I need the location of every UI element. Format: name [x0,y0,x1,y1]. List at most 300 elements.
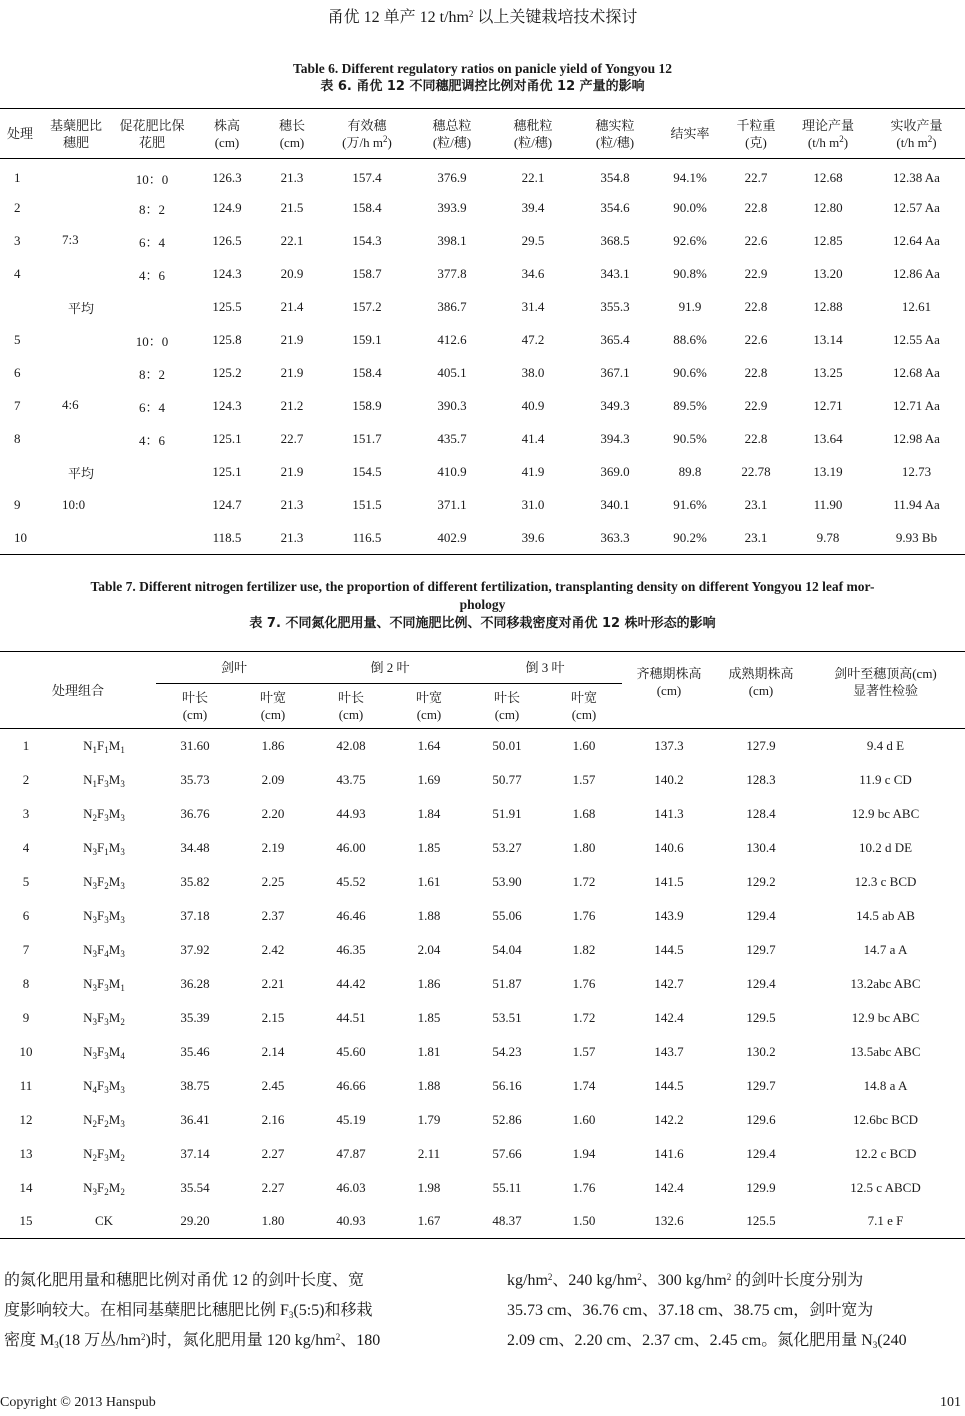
table7-cell: 141.6 [654,1145,684,1161]
table7-cell: 2.25 [261,873,285,889]
table7-cell: 35.39 [180,1009,210,1025]
combo-code: $N_3F_3M_2$ [83,1009,125,1027]
header-unit: (cm) [279,134,305,150]
table7-cell: 143.7 [654,1043,684,1059]
table7-cell: 56.16 [492,1077,522,1093]
table6-cell: 12.38 Aa [893,170,940,186]
subscript: 1 [92,744,98,755]
table6-cell: 12.98 Aa [893,431,940,446]
table6-cell: 13.20 [813,266,843,281]
superscript: 2 [927,133,933,144]
subscript: 4 [120,1050,125,1061]
table6-cell: 158.4 [352,365,382,380]
header-unit: (粒/穗) [595,134,635,150]
subscript: 3 [104,1084,109,1095]
table7-cell: 43.75 [336,771,366,787]
table6-cell: 354.6 [600,200,630,215]
table7-cell: 12.5 c ABCD [850,1179,921,1195]
table6-cell: 22.8 [744,431,768,446]
table6-cell: 12.80 [813,200,843,215]
header-label: 叶长 [493,690,520,705]
table7-cell: 129.7 [746,941,776,957]
table7-cell: 2.19 [261,839,285,855]
table7-cell: 129.5 [746,1009,776,1025]
table7-cell: 1.60 [572,737,596,753]
text-span: 度影响较大。在相同基蘖肥比穗肥比例 F [4,1302,289,1319]
subscript: 4 [104,948,109,959]
table6-cell: 20.9 [280,266,304,281]
header-unit: (cm) [748,682,774,698]
table7-caption-en: Table 7. Different nitrogen fertilizer use, the proportion of different fertilization, transplanting density on different Yongyou 12 leaf mor- [90,579,875,594]
table7-cell: 1.76 [572,907,596,923]
combo-code: $N_4F_3M_3$ [83,1077,125,1095]
panicle-ratio [112,489,192,522]
table6-cell: 31.4 [521,299,545,314]
treatment-id: 1 [14,170,21,186]
table6-cell: 90.5% [673,431,707,446]
subscript: 3 [104,778,109,789]
text-span: kg/hm [507,1272,548,1289]
table6-cell: 39.4 [521,200,545,215]
subscript: 3 [92,846,98,857]
text-span: (240 [877,1332,907,1349]
header-label: 基蘖肥比 [49,117,102,133]
subscript: 3 [872,1340,878,1350]
table6-cell: 90.0% [673,200,707,215]
table7-cell: 142.2 [654,1111,684,1127]
text-span: 密度 M [4,1332,55,1349]
table7-cell: 57.66 [492,1145,522,1161]
table7-cell: 1.68 [572,805,596,821]
subscript: 2 [120,1016,125,1027]
table7-cell: 55.06 [492,907,522,923]
table7-row [0,1205,965,1239]
subscript: 2 [104,1118,109,1129]
table7-cell: 1.69 [417,771,441,787]
table7-cell: 2.27 [261,1145,285,1161]
panicle-ratio: 8：2 [138,201,165,217]
header-label: 齐穗期株高 [636,665,702,681]
table7-cell: 1.74 [572,1077,596,1093]
table7-cell: 1.61 [417,873,441,889]
table6-cell: 90.2% [656,522,724,555]
combo-code: $N_3F_3M_1$ [83,975,125,993]
superscript: 2 [726,1272,732,1282]
subscript: 3 [104,1050,109,1061]
table6-header-row [0,109,965,159]
subscript: 2 [92,1152,98,1163]
table7-cell: 37.14 [180,1145,210,1161]
combo-code: $N_1F_3M_3$ [83,771,125,789]
treatment-id: 4 [14,266,21,281]
header-unit: (粒/穗) [432,134,472,150]
combo-id: 12 [19,1111,33,1127]
table6-cell: 157.2 [352,299,382,314]
combo-code: $N_2F_3M_3$ [83,805,125,823]
combo-id: 4 [22,839,30,855]
subscript: 3 [104,982,109,993]
combo-code: $N_3F_2M_2$ [83,1179,125,1197]
table7-cell: 12.9 bc ABC [851,805,920,821]
header-unit: (cm) [338,707,364,722]
treatment-id: 9 [14,497,21,512]
table6-cell: 23.1 [744,497,768,512]
table7-cell: 46.66 [336,1077,366,1093]
table6-cell: 22.1 [521,170,545,186]
table6-cell: 371.1 [437,497,467,512]
table6-average-row [0,291,965,324]
table6-cell: 21.9 [280,332,304,347]
table6-cell: 394.3 [600,431,630,446]
subscript: 2 [120,1186,125,1197]
table6-column-header [656,109,724,159]
table6-cell: 151.7 [352,431,382,446]
table6-cell: 22.6 [744,233,768,248]
body-line [507,1266,965,1296]
table6-cell: 12.55 Aa [893,332,940,347]
table6-cell: 39.6 [492,522,574,555]
subscript: 3 [120,1118,125,1129]
text-span: (18 万丛/hm [58,1332,141,1349]
subscript: 3 [104,1152,109,1163]
header-unit: (cm) [416,707,442,722]
table6-cell: 21.4 [280,299,304,314]
table7-row [0,1001,965,1035]
table7-cell: 53.51 [492,1009,522,1025]
table7-cell: 13.5abc ABC [850,1043,921,1059]
table7-cell: 50.77 [492,771,522,787]
table6-cell: 151.5 [352,497,382,512]
group-ratio: 7:3 [62,231,79,247]
table6-cell: 116.5 [322,522,412,555]
table6-column-header [112,109,192,159]
table7-row [0,797,965,831]
table7-cell: 2.21 [261,975,285,991]
table7-cell: 132.6 [622,1205,716,1239]
panicle-ratio: 6：4 [138,234,165,250]
superscript: 2 [839,133,844,144]
table6-cell: 124.9 [212,200,242,215]
table6-cell: 9.93 Bb [868,522,965,555]
body-text-left-column [4,1266,462,1356]
table6-cell: 9.78 [788,522,868,555]
table7-cell: 129.7 [746,1077,776,1093]
table7-cell: 2.11 [417,1145,441,1161]
combo-code: $N_3F_3M_4$ [83,1043,125,1061]
table7-cell: 1.86 [417,975,441,991]
header-label: 千粒重 [736,117,776,133]
table6-cell: 386.7 [437,299,467,314]
table6-cell: 349.3 [600,398,630,413]
treatment-id: 5 [14,332,21,347]
combo-id: 1 [22,737,30,753]
table7-cell: 142.4 [654,1009,684,1025]
header-unit: 穗肥 [62,134,89,150]
text-span: 、180 [340,1332,381,1349]
table7-cell: 1.76 [572,975,596,991]
header-unit: (cm) [494,707,520,722]
table6-column-header [0,109,40,159]
table7-cell: 45.60 [336,1043,366,1059]
table7-cell: 51.87 [492,975,522,991]
treatment-id: 3 [14,233,21,248]
table7-cell: 137.3 [654,737,684,753]
subscript: 1 [120,982,125,993]
table7-cell: 141.3 [654,805,684,821]
table6-cell: 21.9 [280,365,304,380]
table7-cell: 128.4 [746,805,776,821]
table6-cell: 125.1 [212,464,242,479]
table7-row [0,1171,965,1205]
header-leaf-width [234,684,312,729]
table7-header-row-1 [0,652,965,684]
subscript: 3 [120,914,125,925]
subscript: 1 [92,778,98,789]
combo-id: 5 [22,873,30,889]
header-leaf-2: 倒 2 叶 [312,652,468,684]
table7-cell: 1.60 [572,1111,596,1127]
table7-cell: 36.76 [180,805,210,821]
table6-cell: 124.7 [212,497,242,512]
header-label: 结实率 [670,126,710,141]
table6-cell: 410.9 [437,464,467,479]
combo-id: 9 [22,1009,30,1025]
table6-cell: 402.9 [412,522,492,555]
subscript: 3 [120,1084,125,1095]
subscript: 2 [92,812,98,823]
subscript: 3 [104,812,109,823]
header-unit: (t/h m [896,134,928,150]
average-label: 平均 [67,465,94,481]
table6-cell: 125.1 [212,431,242,446]
combo-id: 10 [19,1043,33,1059]
header-leaf-length [312,684,390,729]
table7-cell: 1.80 [572,839,596,855]
header-unit: (cm) [214,134,240,150]
table7-cell: 50.01 [492,737,522,753]
table7-cell: 2.20 [261,805,285,821]
table7-cell: 2.37 [261,907,285,923]
table7-cell: 45.19 [336,1111,366,1127]
panicle-ratio [112,522,192,555]
subscript: 1 [104,846,109,857]
table6-cell: 22.9 [744,398,768,413]
text-span: (5:5)和移栽 [293,1302,373,1319]
subscript: 3 [288,1310,294,1320]
table6-cell: 12.64 Aa [893,233,940,248]
table6-column-header [40,109,112,159]
table7-cell: 52.86 [492,1111,522,1127]
superscript: 2 [637,1272,642,1282]
group-ratio-empty [40,522,112,555]
table6-cell: 12.88 [813,299,843,314]
subscript: 3 [104,1016,109,1027]
table7-cell: 53.90 [492,873,522,889]
subscript: 2 [104,880,109,891]
table6-cell: 12.73 [901,464,932,479]
panicle-ratio: 4：6 [138,432,165,448]
table7-cell: 46.00 [336,839,366,855]
table7-cell: 128.3 [746,771,776,787]
header-label: 叶宽 [570,690,597,705]
table7-cell: 46.46 [336,907,366,923]
table7-cell: 2.04 [417,941,441,957]
table7-cell: 144.5 [654,941,684,957]
table7-cell: 1.88 [417,1077,441,1093]
combo-code: $N_3F_1M_3$ [83,839,125,857]
table6-cell: 40.9 [521,398,545,413]
treatment-id: 8 [14,431,21,446]
table7-cell: 12.3 c BCD [854,873,917,889]
header-unit: 显著性检验 [852,682,918,698]
table7-cell: 2.27 [261,1179,285,1195]
header-mature-height [716,652,806,729]
table7-row [0,1103,965,1137]
table7-cell: 1.81 [417,1043,441,1059]
table7-cell: 14.5 ab AB [856,907,915,923]
header-heading-height [622,652,716,729]
table7-cell: 12.9 bc ABC [851,1009,920,1025]
table7-row [0,763,965,797]
text-span: 2.09 cm、2.20 cm、2.37 cm、2.45 cm。氮化肥用量 N [507,1332,873,1349]
table6-row [0,423,965,456]
body-line: 的氮化肥用量和穗肥比例对甬优 12 的剑叶长度、宽 [4,1272,365,1289]
table6-cell: 390.3 [437,398,467,413]
header-label: 成熟期株高 [728,665,794,681]
table7-cell: 44.51 [336,1009,366,1025]
table6-cell: 158.9 [352,398,382,413]
header-unit: (cm) [571,707,597,722]
table7-cell: 29.20 [156,1205,234,1239]
header-unit-tail: ) [843,134,849,150]
combo-id: 8 [22,975,30,991]
table7-cell: 54.23 [492,1043,522,1059]
table7-cell: 1.88 [417,907,441,923]
table6-column-header [322,109,412,159]
table6-cell: 405.1 [437,365,467,380]
table6-cell: 340.1 [600,497,630,512]
table7-cell: 35.46 [180,1043,210,1059]
table6-column-header [412,109,492,159]
header-unit: (t/h m [807,134,840,150]
table7-cell: 35.54 [180,1179,210,1195]
table6-row [0,192,965,225]
table7-cell: 12.6bc BCD [853,1111,918,1127]
table6-cell: 158.7 [352,266,382,281]
footer-page-number: 101 [940,1395,961,1410]
table7-cell: 142.7 [654,975,684,991]
table7-cell: 51.91 [492,805,522,821]
table6-row [0,159,965,192]
table6-cell: 89.5% [673,398,707,413]
table7-cell: 13.2abc ABC [850,975,921,991]
table7-cell: 35.82 [180,873,210,889]
table6-caption-cn: 表 6. 甬优 12 不同穗肥调控比例对甬优 12 产量的影响 [320,79,645,94]
table6-column-header [192,109,262,159]
table7-cell: 2.15 [261,1009,285,1025]
table7-caption-en-cont: phology [459,597,506,612]
header-label: 穗秕粒 [513,117,553,133]
table6-cell: 41.4 [521,431,545,446]
table7-cell: 1.67 [390,1205,468,1239]
table7-cell: 129.2 [746,873,776,889]
body-text-right-column [507,1266,965,1356]
table6-cell: 125.2 [212,365,242,380]
table6-cell: 12.85 [813,233,843,248]
subscript: 3 [120,880,125,891]
table6-cell: 125.5 [212,299,242,314]
table6-cell: 90.6% [673,365,707,380]
table7-cell: 48.37 [468,1205,546,1239]
table6-cell: 367.1 [600,365,630,380]
table7-cell: 44.42 [336,975,366,991]
subscript: 1 [104,744,109,755]
text-span: 的剑叶长度分别为 [731,1272,864,1289]
table7-cell: 2.16 [261,1111,285,1127]
running-header [0,4,965,27]
table7-cell: 10.2 d DE [858,839,913,855]
header-unit: (克) [745,134,767,150]
table6-cell: 12.68 Aa [893,365,940,380]
header-label: 有效穗 [347,117,387,133]
table6-cell: 118.5 [192,522,262,555]
table6-cell: 21.3 [280,497,304,512]
table6-cell: 343.1 [600,266,630,281]
table7-cell: 1.79 [417,1111,441,1127]
table6-column-header [574,109,656,159]
superscript: 2 [335,1332,341,1342]
subscript: 3 [92,880,98,891]
table6-cell: 365.4 [600,332,630,347]
table7-cell: 2.14 [261,1043,285,1059]
subscript: 2 [92,1118,98,1129]
text-span: 、300 kg/hm [641,1272,727,1289]
panicle-ratio: 10：0 [135,171,169,187]
header-label: 穗实粒 [595,117,635,133]
table7-row [0,1035,965,1069]
table7-row [0,831,965,865]
table6-cell: 12.61 [901,299,932,314]
table7-cell: 53.27 [492,839,522,855]
table7-row [0,865,965,899]
table7-cell: 1.80 [234,1205,312,1239]
combo-id: 3 [22,805,30,821]
header-treatment-combo: 处理组合 [0,652,156,729]
header-label: 处理 [6,126,33,141]
table7-cell: 140.6 [654,839,684,855]
combo-code: $N_3F_2M_3$ [83,873,125,891]
superscript: 2 [547,1272,553,1282]
table6-cell: 12.86 Aa [893,266,940,281]
table7-cell: 142.4 [654,1179,684,1195]
table7-cell: 40.93 [312,1205,390,1239]
table6-cell: 159.1 [352,332,382,347]
subscript: 2 [104,1186,109,1197]
table7-cell: 1.76 [572,1179,596,1195]
table6-cell: 11.90 [813,497,843,512]
header-label: 理论产量 [801,117,854,133]
table6-row [0,258,965,291]
table6-cell: 23.1 [724,522,788,555]
table6-row [0,390,965,423]
table7-row [0,933,965,967]
header-flag-leaf: 剑叶 [156,652,312,684]
table6-cell: 12.57 Aa [893,200,940,215]
combo-label: CK [94,1213,114,1229]
table6-average-row [0,456,965,489]
header-label: 穗总粒 [432,117,472,133]
subscript: 2 [120,1152,125,1163]
